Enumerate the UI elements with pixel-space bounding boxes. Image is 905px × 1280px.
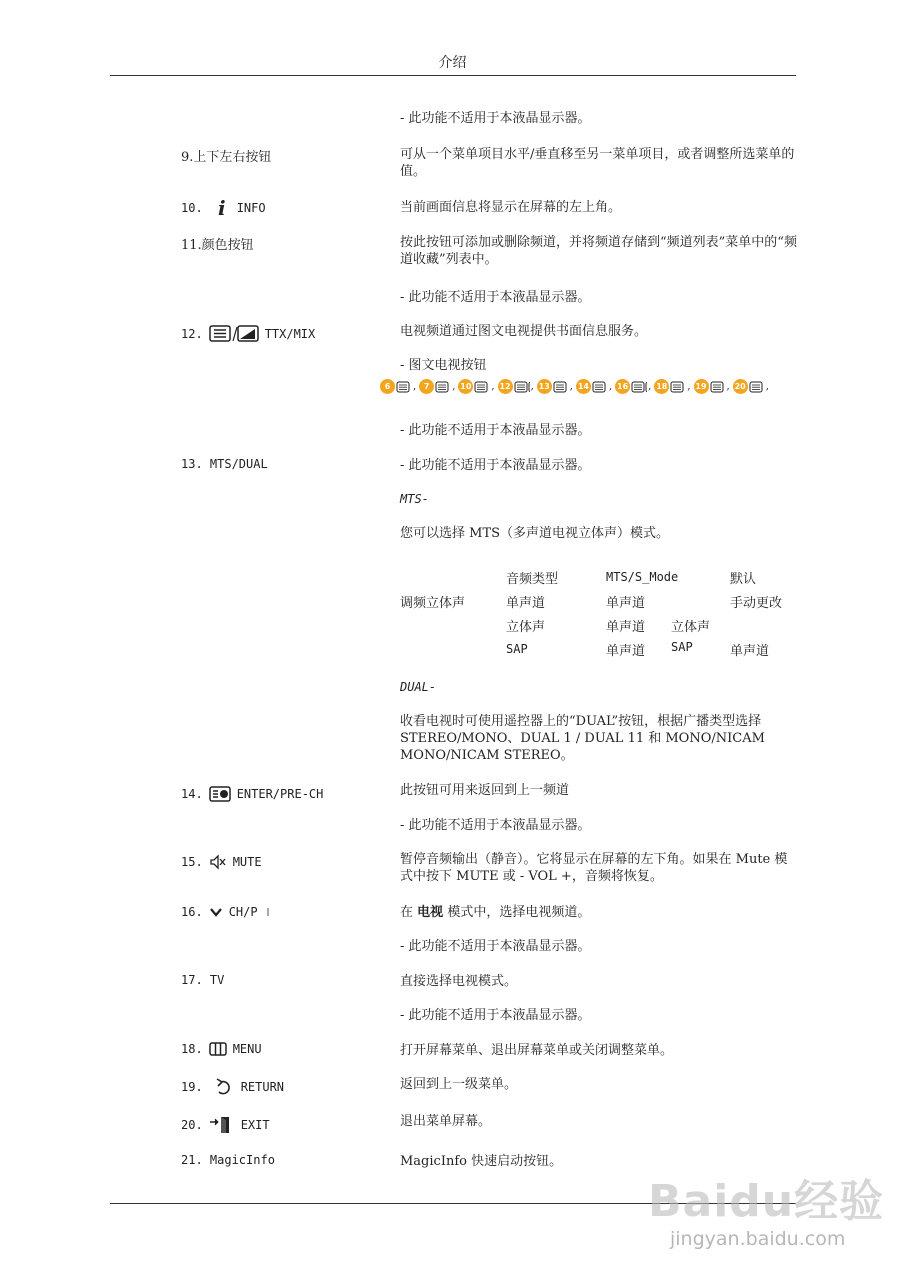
mts-table-cell: 立体声 — [506, 619, 546, 635]
item-19-desc: 返回到上一级菜单。 — [400, 1077, 518, 1092]
baidu-watermark-url: jingyan.baidu.com — [670, 1228, 846, 1250]
item-19-label — [181, 1078, 284, 1096]
item-16-note: - 此功能不适用于本液晶显示器。 — [400, 939, 591, 954]
enter-prech-icon — [209, 786, 231, 802]
mts-table-cell — [606, 637, 730, 661]
ttx-separator: , — [530, 381, 534, 392]
mts-table-cell: 默认 — [730, 571, 757, 587]
ttx-button-icon — [474, 381, 490, 393]
item-16-number: 16. — [181, 905, 203, 919]
item-11-desc: 按此按钮可添加或删除频道，并将频道存储到“频道列表”菜单中的“频道收藏”列表中。 — [400, 235, 797, 267]
ttx-separator: , — [452, 381, 456, 392]
dual-desc: 收看电视时可使用遥控器上的“DUAL”按钮，根据广播类型选择 STEREO/MONO、DUAL 1 / DUAL 11 和 MONO/NICAM MONO/NICAM STEREO。 — [400, 714, 765, 763]
item-14-text: ENTER/PRE-CH — [236, 787, 324, 801]
item-18-desc: 打开屏幕菜单、退出屏幕菜单或关闭调整菜单。 — [400, 1043, 674, 1058]
item-16-desc-prefix: 在 — [400, 905, 414, 920]
item-18-number: 18. — [181, 1042, 203, 1056]
mts-table-cell: 单声道 — [506, 595, 546, 611]
ttx-button-number: 14 — [576, 379, 591, 394]
mute-icon — [209, 854, 227, 870]
ttx-button-number: 18 — [654, 379, 669, 394]
item-12-text: TTX/MIX — [264, 327, 316, 341]
teletext-mix-icon — [209, 325, 259, 343]
mts-table-cell: 单声道 — [730, 643, 770, 659]
ttx-separator: , — [491, 381, 495, 392]
item-17-note: - 此功能不适用于本液晶显示器。 — [400, 1008, 591, 1023]
item-11-label: 11.颜色按钮 — [181, 238, 254, 253]
item-14-note: - 此功能不适用于本液晶显示器。 — [400, 818, 591, 833]
ttx-button-icon — [670, 381, 686, 393]
mts-table-cell-text: 单声道 — [606, 643, 646, 659]
mts-desc: 您可以选择 MTS（多声道电视立体声）模式。 — [400, 526, 670, 541]
mts-table-cell — [400, 613, 506, 637]
ttx-button-icon — [710, 381, 726, 393]
mts-table-cell-text: 单声道 — [606, 619, 646, 635]
exit-icon — [209, 1116, 235, 1134]
item-20-desc: 退出菜单屏幕。 — [400, 1114, 492, 1129]
ttx-button-icon — [592, 381, 608, 393]
item-12-desc: 电视频道通过图文电视提供书面信息服务。 — [400, 324, 648, 339]
mts-table-row — [400, 637, 800, 661]
item-18-text: MENU — [232, 1042, 262, 1056]
ttx-button-icon — [631, 381, 647, 393]
item-12-note: - 此功能不适用于本液晶显示器。 — [400, 423, 591, 438]
item-16-desc-suffix: 模式中，选择电视频道。 — [447, 905, 591, 920]
item-19-text: RETURN — [240, 1080, 285, 1094]
item-10-number: 10. — [181, 201, 203, 215]
intro-note: - 此功能不适用于本液晶显示器。 — [400, 111, 591, 126]
item-14-number: 14. — [181, 787, 203, 801]
baidu-watermark-logo: Baidu经验 — [648, 1176, 885, 1227]
ttx-separator: , — [648, 381, 652, 392]
ttx-button-number: 6 — [380, 379, 395, 394]
mts-table-cell — [400, 565, 506, 589]
ttx-button-number: 16 — [615, 379, 630, 394]
item-15-desc: 暂停音频输出（静音）。它将显示在屏幕的左下角。如果在 Mute 模式中按下 MUTE 或 - VOL +，音频将恢复。 — [400, 852, 788, 884]
item-10-text: INFO — [236, 201, 266, 215]
item-15-number: 15. — [181, 855, 203, 869]
ttx-separator: , — [726, 381, 730, 392]
mts-table — [400, 565, 800, 661]
mts-table-header-row — [400, 565, 800, 589]
item-13-note: - 此功能不适用于本液晶显示器。 — [400, 458, 591, 473]
item-17-label: 17. TV — [181, 973, 225, 987]
ttx-button-number: 7 — [419, 379, 434, 394]
item-10-label — [181, 197, 266, 219]
item-10-desc: 当前画面信息将显示在屏幕的左上角。 — [400, 200, 622, 215]
mts-table-row — [400, 613, 800, 637]
ttx-button-icon — [514, 381, 530, 393]
chevron-down-icon — [209, 906, 223, 918]
chevron-up-icon — [264, 907, 272, 917]
return-icon — [209, 1078, 235, 1096]
item-14-desc: 此按钮可用来返回到上一频道 — [400, 783, 570, 798]
ttx-separator: , — [687, 381, 691, 392]
item-9-desc: 可从一个菜单项目水平/垂直移至另一菜单项目，或者调整所选菜单的值。 — [400, 147, 795, 179]
item-17-desc: 直接选择电视模式。 — [400, 974, 518, 989]
item-16-label — [181, 905, 272, 919]
mts-table-cell: 音频类型 — [506, 571, 559, 587]
item-15-label — [181, 854, 262, 870]
item-12-number: 12. — [181, 327, 203, 341]
menu-icon — [209, 1042, 227, 1056]
mts-table-cell: 调频立体声 — [400, 595, 466, 611]
item-9-label: 9.上下左右按钮 — [181, 150, 272, 165]
item-16-desc-bold: 电视 — [417, 905, 444, 920]
ttx-button-number: 19 — [694, 379, 709, 394]
svg-text:i: i — [217, 197, 226, 219]
ttx-separator: , — [765, 381, 769, 392]
ttx-button-number: 13 — [537, 379, 552, 394]
item-11-note: - 此功能不适用于本液晶显示器。 — [400, 290, 591, 305]
mts-table-cell: SAP — [506, 642, 528, 656]
item-18-label — [181, 1042, 262, 1056]
mts-table-cell: 单声道 — [606, 595, 646, 611]
mts-table-cell: 手动更改 — [730, 595, 783, 611]
ttx-button-number: 12 — [498, 379, 513, 394]
item-12-label — [181, 325, 315, 343]
item-13-label: 13. MTS/DUAL — [181, 457, 268, 471]
mts-table-cell-text: SAP — [671, 639, 693, 654]
item-12-sub: - 图文电视按钮 — [400, 358, 487, 373]
ttx-separator: , — [569, 381, 573, 392]
dual-title: DUAL- — [400, 680, 437, 694]
mts-title: MTS- — [400, 492, 429, 506]
ttx-button-icon — [435, 381, 451, 393]
mts-table-cell — [606, 613, 730, 637]
ttx-button-number: 10 — [458, 379, 473, 394]
item-21-desc: MagicInfo 快速启动按钮。 — [400, 1154, 563, 1169]
item-16-text: CH/P — [228, 905, 258, 919]
header-rule — [110, 75, 796, 76]
ttx-separator: , — [413, 381, 417, 392]
item-16-desc — [400, 904, 800, 921]
mts-table-cell-text: 立体声 — [671, 619, 711, 635]
mts-table-cell — [730, 613, 800, 637]
item-19-number: 19. — [181, 1080, 203, 1094]
page-header-title: 介绍 — [438, 55, 467, 71]
teletext-buttons-row — [380, 379, 771, 394]
ttx-button-icon — [396, 381, 412, 393]
mts-table-cell: MTS/S_Mode — [606, 570, 679, 584]
ttx-button-number: 20 — [733, 379, 748, 394]
mts-table-cell — [400, 637, 506, 661]
item-21-label: 21. MagicInfo — [181, 1153, 275, 1167]
item-20-text: EXIT — [240, 1118, 270, 1132]
ttx-button-icon — [749, 381, 765, 393]
item-14-label — [181, 786, 323, 802]
item-20-label — [181, 1116, 270, 1134]
ttx-button-icon — [553, 381, 569, 393]
item-20-number: 20. — [181, 1118, 203, 1132]
info-icon — [209, 197, 231, 219]
ttx-separator: , — [608, 381, 613, 392]
item-15-text: MUTE — [232, 855, 262, 869]
mts-table-row — [400, 589, 800, 613]
